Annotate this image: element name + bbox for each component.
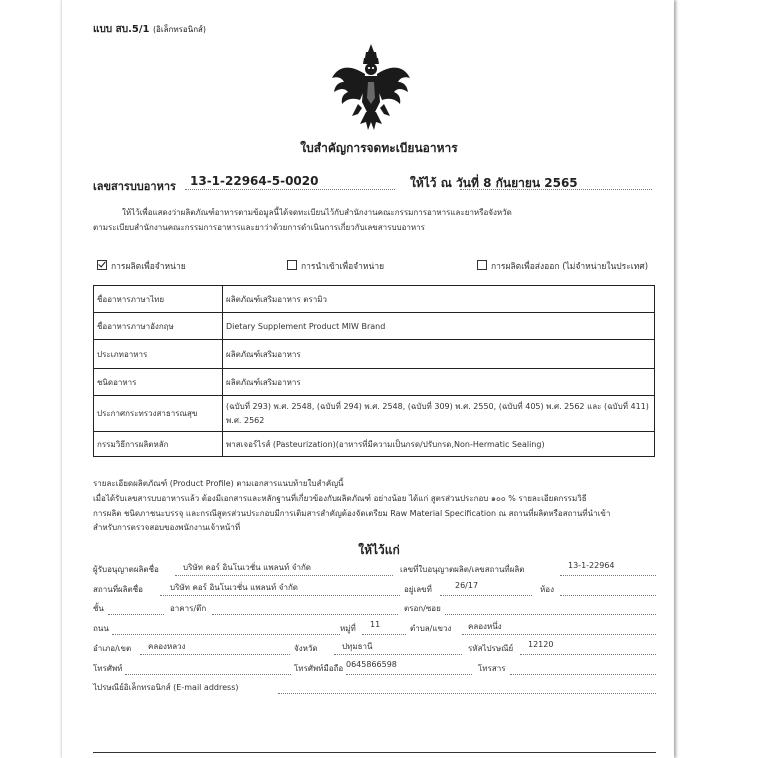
- table-key: กรรมวิธีการผลิตหลัก: [94, 432, 223, 457]
- moo-label: หมู่ที่: [340, 624, 356, 633]
- given-to-heading: ให้ไว้แก่: [358, 543, 400, 557]
- purpose-checkbox-export[interactable]: [477, 259, 648, 273]
- dotted-line: [125, 674, 291, 675]
- postcode-label: รหัสไปรษณีย์: [468, 644, 514, 653]
- dotted-line: [160, 595, 400, 596]
- district-label: อำเภอ/เขต: [93, 644, 132, 653]
- floor-label: ชั้น: [93, 604, 104, 613]
- dotted-line: [212, 614, 398, 615]
- table-key: ชื่ออาหารภาษาไทย: [94, 286, 223, 313]
- registration-number: 13-1-22964-5-0020: [190, 174, 319, 188]
- table-value: ผลิตภัณฑ์เสริมอาหาร ตรามิว: [223, 286, 655, 313]
- table-key: ชื่ออาหารภาษาอังกฤษ: [94, 313, 223, 340]
- registration-dotted-line: [185, 189, 395, 190]
- dotted-line: [440, 595, 532, 596]
- checkbox-empty-icon: [287, 260, 297, 270]
- form-code-text: แบบ สบ.5/1: [93, 24, 150, 35]
- district-value: คลองหลวง: [148, 642, 186, 651]
- dotted-line: [112, 634, 340, 635]
- house-no-value: 26/17: [455, 581, 479, 590]
- province-value: ปทุมธานี: [342, 642, 373, 651]
- dotted-line: [510, 674, 656, 675]
- email-label: ไปรษณีย์อิเล็กทรอนิกส์ (E-mail address): [93, 683, 239, 692]
- table-value: พาสเจอร์ไรส์ (Pasteurization)(อาหารที่มีความเป็นกรด/ปรับกรด,Non-Hermatic Sealing): [223, 432, 655, 457]
- alley-label: ตรอก/ซอย: [404, 604, 441, 613]
- table-value: Dietary Supplement Product MIW Brand: [223, 313, 655, 340]
- dotted-line: [362, 634, 406, 635]
- room-label: ห้อง: [540, 585, 554, 594]
- subdistrict-label: ตำบล/แขวง: [410, 624, 452, 633]
- table-value: ผลิตภัณฑ์เสริมอาหาร: [223, 340, 655, 369]
- purpose-label: การนำเข้าเพื่อจำหน่าย: [301, 262, 385, 272]
- checkbox-checked-icon: [97, 260, 107, 270]
- checkbox-empty-icon: [477, 260, 487, 270]
- license-no-value: 13-1-22964: [568, 561, 615, 570]
- site-label: สถานที่ผลิตชื่อ: [93, 585, 143, 594]
- purpose-checkbox-import[interactable]: [287, 259, 384, 273]
- table-row: [94, 396, 655, 432]
- fax-label: โทรสาร: [478, 664, 506, 673]
- date-dotted-line: [460, 189, 652, 190]
- dotted-line: [560, 595, 656, 596]
- mobile-value: 0645866598: [346, 660, 397, 669]
- notes-line-4: สำหรับการตรวจสอบของพนักงานเจ้าหน้าที่: [93, 523, 241, 532]
- table-row: [94, 286, 655, 313]
- intro-line-1: ให้ไว้เพื่อแสดงว่าผลิตภัณฑ์อาหารตามข้อมูลนี้ได้จดทะเบียนไว้กับสำนักงานคณะกรรมการอาหารและยาหรือจังหวัด: [122, 208, 512, 217]
- issued-label: ให้ไว้ ณ วันที่: [410, 176, 479, 190]
- site-value: บริษัท คอร์ อินโนเวชั่น แพลนท์ จำกัด: [170, 583, 299, 592]
- phone-label: โทรศัพท์: [93, 664, 123, 673]
- table-row: [94, 369, 655, 396]
- table-value: ผลิตภัณฑ์เสริมอาหาร: [223, 369, 655, 396]
- purpose-label: การผลิตเพื่อส่งออก (ไม่จำหน่ายในประเทศ): [491, 262, 649, 272]
- table-key: ประกาศกระทรวงสาธารณสุข: [94, 396, 223, 432]
- road-label: ถนน: [93, 624, 109, 633]
- form-code: [93, 22, 206, 37]
- table-row: [94, 313, 655, 340]
- dotted-line: [108, 614, 164, 615]
- table-row: [94, 432, 655, 457]
- building-label: อาคาร/ตึก: [170, 604, 207, 613]
- table-key: ประเภทอาหาร: [94, 340, 223, 369]
- house-no-label: อยู่เลขที่: [404, 585, 432, 594]
- dotted-line: [346, 674, 472, 675]
- notes-line-1: รายละเอียดผลิตภัณฑ์ (Product Profile) ตามเอกสารแนบท้ายใบสำคัญนี้: [93, 479, 344, 488]
- product-info-table: [93, 285, 655, 457]
- purpose-label: การผลิตเพื่อจำหน่าย: [111, 262, 186, 272]
- dotted-line: [175, 575, 393, 576]
- dotted-line: [278, 693, 656, 694]
- postcode-value: 12120: [528, 640, 554, 649]
- subdistrict-value: คลองหนึ่ง: [468, 622, 502, 631]
- issued-date: 8 กันยายน 2565: [483, 176, 578, 190]
- dotted-line: [445, 614, 656, 615]
- licensee-label: ผู้รับอนุญาตผลิตชื่อ: [93, 565, 159, 574]
- mobile-label: โทรศัพท์มือถือ: [294, 664, 344, 673]
- licensee-value: บริษัท คอร์ อินโนเวชั่น แพลนท์ จำกัด: [183, 563, 312, 572]
- dotted-line: [560, 575, 656, 576]
- garuda-emblem-icon: [330, 42, 412, 132]
- dotted-line: [140, 654, 290, 655]
- document-title: ใบสำคัญการจดทะเบียนอาหาร: [300, 141, 458, 155]
- dotted-line: [462, 634, 656, 635]
- dotted-line: [334, 654, 462, 655]
- form-code-note: (อิเล็กทรอนิกส์): [152, 25, 207, 34]
- license-no-label: เลขที่ใบอนุญาตผลิต/เลขสถานที่ผลิต: [400, 565, 525, 574]
- purpose-checkbox-production[interactable]: [97, 259, 186, 273]
- table-value: (ฉบับที่ 293) พ.ศ. 2548, (ฉบับที่ 294) พ.ศ. 2548, (ฉบับที่ 309) พ.ศ. 2550, (ฉบับที่ 405) พ.ศ. 2562 และ (ฉบับที่ 411) พ.ศ. 2562: [223, 396, 655, 432]
- dotted-line: [520, 654, 656, 655]
- table-key: ชนิดอาหาร: [94, 369, 223, 396]
- registration-label: เลขสารบบอาหาร: [93, 180, 176, 193]
- moo-value: 11: [370, 620, 381, 629]
- issued-date-line: [410, 174, 578, 193]
- province-label: จังหวัด: [294, 644, 318, 653]
- notes-line-3: การผลิต ชนิดภาชนะบรรจุ และกรณีสูตรส่วนประกอบมีการเติมสารสำคัญต้องจัดเตรียม Raw Material Specification ณ สถานที่ผลิตหรือสถานที่นำเข้า: [93, 509, 611, 518]
- notes-line-2: เมื่อได้รับเลขสารบบอาหารแล้ว ต้องมีเอกสารและหลักฐานที่เกี่ยวข้องกับผลิตภัณฑ์ อย่างน้อย ได้แก่ สูตรส่วนประกอบ ๑๐๐ % รายละเอียดกรรมวิธี: [93, 494, 587, 503]
- table-row: [94, 340, 655, 369]
- bottom-rule: [93, 752, 656, 753]
- intro-line-2: ตามระเบียบสำนักงานคณะกรรมการอาหารและยาว่าด้วยการดำเนินการเกี่ยวกับเลขสารบบอาหาร: [93, 223, 425, 232]
